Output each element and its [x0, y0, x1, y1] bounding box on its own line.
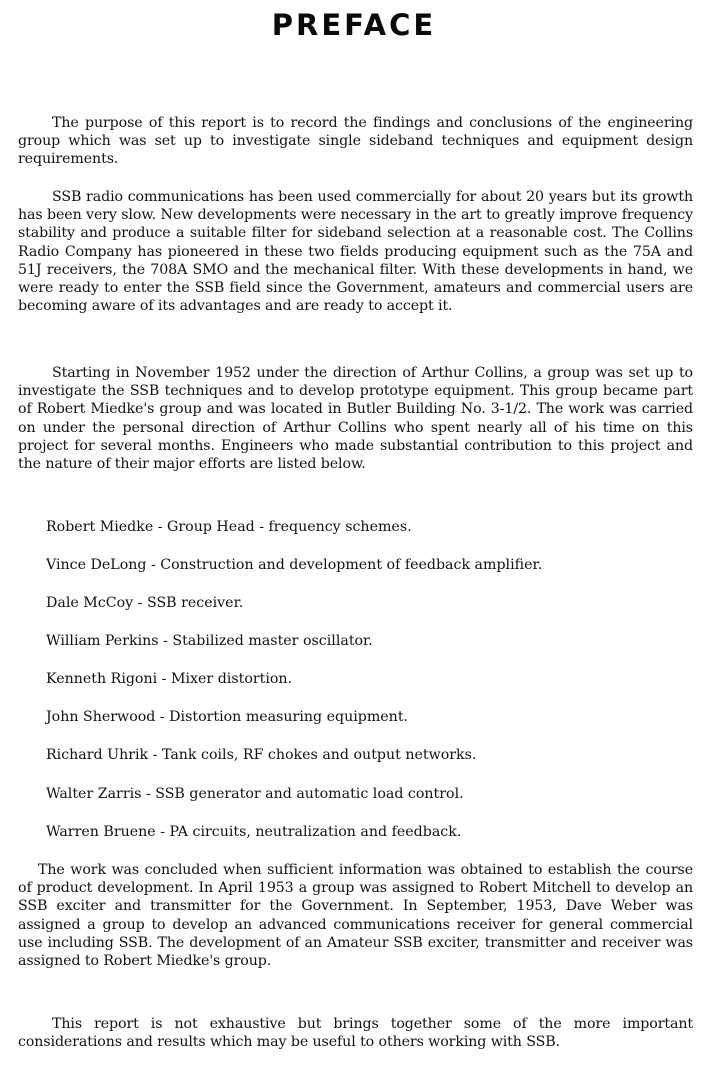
paragraph-ssb-history: SSB radio communications has been used commercially for about 20 years but its growth has been very slow. New developments were necessary in the art to greatly improve frequency stability and produce a suitable filter for sideband selection at a reasonable cost. The Collins Radio Company has pioneered in these two fields producing equipment such as the 75A and 51J receivers, the 708A SMO and the mechanical filter. With these developments in hand, we were ready to enter the SSB field since the Government, amateurs and commercial users are becoming aware of its advantages and are ready to accept it.	[18, 189, 693, 315]
page-title: PREFACE	[271, 8, 437, 42]
paragraph-closing: This report is not exhaustive but brings together some of the more important considerations and results which may be useful to others working with SSB.	[18, 1016, 693, 1051]
contributor-item: Robert Miedke - Group Head - frequency schemes.	[46, 519, 412, 535]
contributor-item: Walter Zarris - SSB generator and automatic load control.	[46, 786, 464, 802]
contributor-item: Richard Uhrik - Tank coils, RF chokes and output networks.	[46, 747, 477, 763]
paragraph-group-formation: Starting in November 1952 under the direction of Arthur Collins, a group was set up to investigate the SSB techniques and to develop prototype equipment. This group became part of Robert Miedke's group and was located in Butler Building No. 3-1/2. The work was carried on under the personal direction of Arthur Collins who spent nearly all of his time on this project for several months. Engineers who made substantial contribution to this project and the nature of their major efforts are listed below.	[18, 365, 693, 473]
contributor-item: Kenneth Rigoni - Mixer distortion.	[46, 671, 293, 687]
contributor-item: William Perkins - Stabilized master oscillator.	[46, 633, 373, 649]
contributor-item: John Sherwood - Distortion measuring equipment.	[46, 709, 409, 725]
contributor-item: Dale McCoy - SSB receiver.	[46, 595, 244, 611]
contributor-item: Warren Bruene - PA circuits, neutralization and feedback.	[46, 824, 462, 840]
paragraph-conclusion: The work was concluded when sufficient information was obtained to establish the course of product development. In April 1953 a group was assigned to Robert Mitchell to develop an SSB exciter and transmitter for the Government. In September, 1953, Dave Weber was assigned a group to develop an advanced communications receiver for general commercial use including SSB. The development of an Amateur SSB exciter, transmitter and receiver was assigned to Robert Miedke's group.	[18, 862, 693, 970]
contributor-item: Vince DeLong - Construction and development of feedback amplifier.	[46, 557, 543, 573]
paragraph-purpose: The purpose of this report is to record the findings and conclusions of the engineering group which was set up to investigate single sideband techniques and equipment design requirements.	[18, 115, 693, 168]
